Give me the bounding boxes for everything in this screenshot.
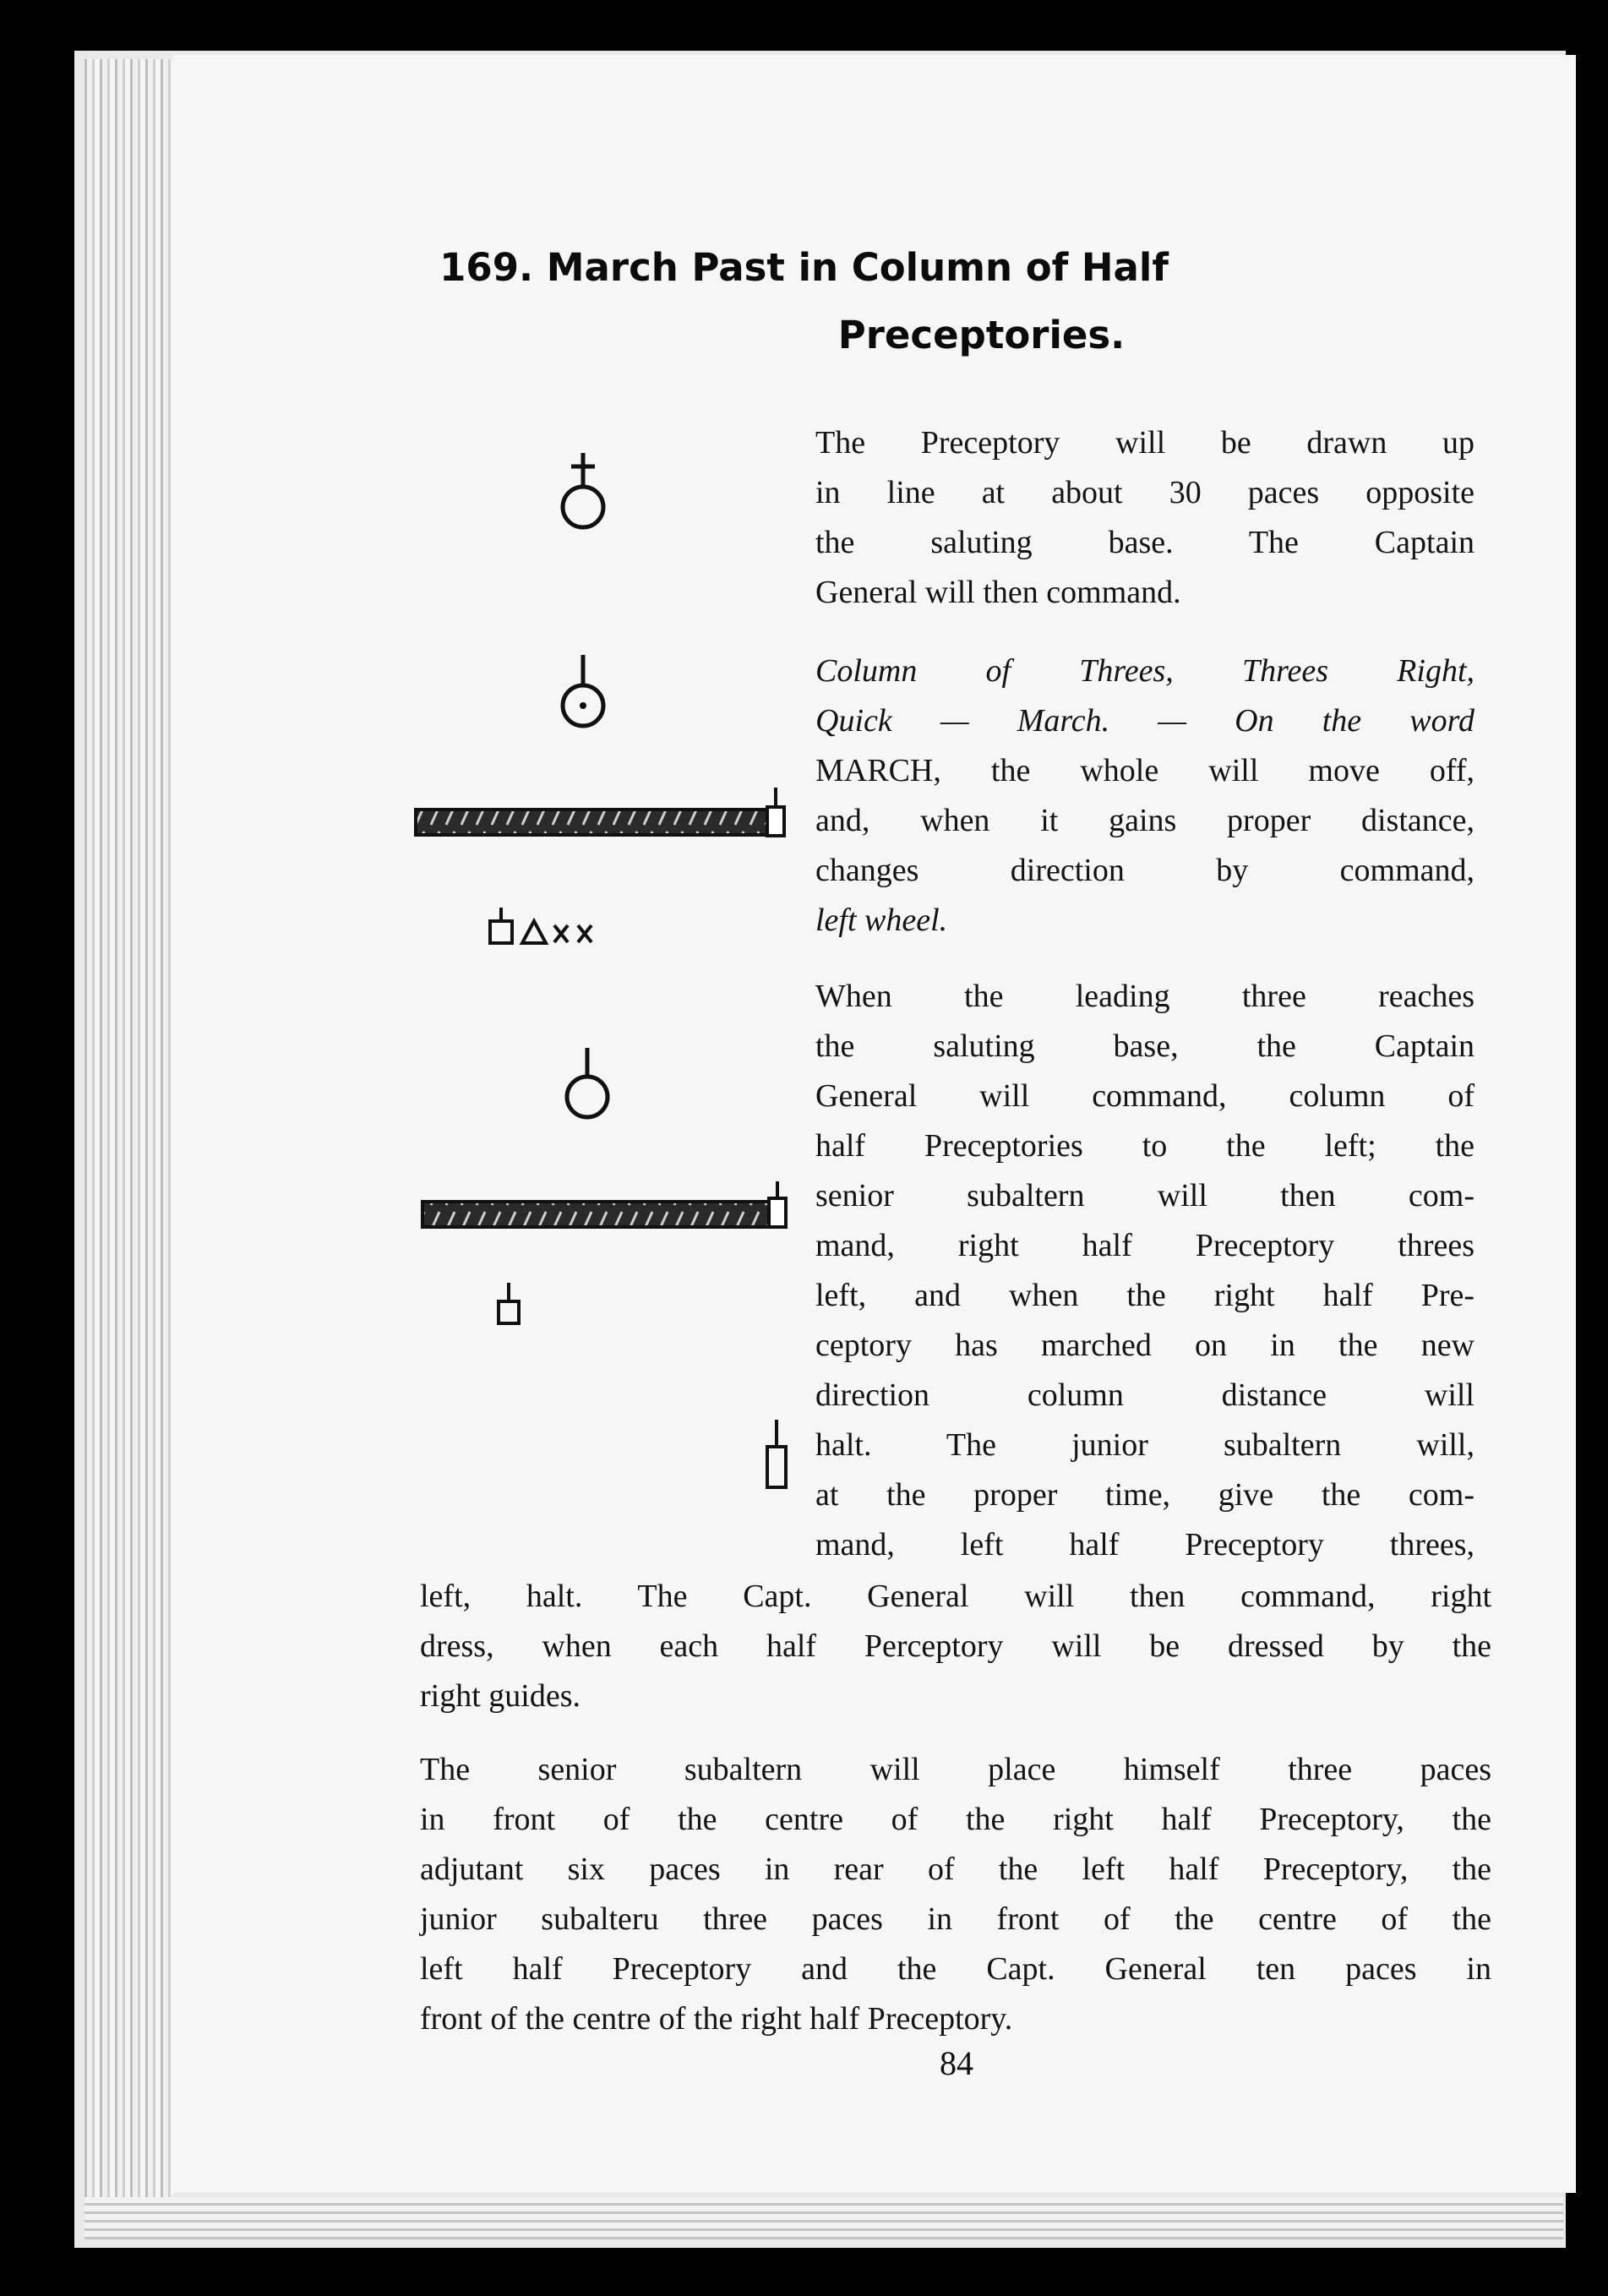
paragraph-command: [815, 646, 1474, 946]
preceptory-line-symbol: [416, 788, 784, 836]
text-line: Quick — March. — On the word: [815, 703, 1474, 739]
text-line: in front of the centre of the right half Preceptory, the: [420, 1802, 1491, 1837]
text-line: right guides.: [420, 1678, 581, 1714]
paragraph-column-half: [815, 972, 1474, 1570]
text-line: half Preceptories to the left; the: [815, 1128, 1474, 1164]
text-line: Column of Threes, Threes Right,: [815, 653, 1474, 689]
text-line: left, halt. The Capt. General will then command, right: [420, 1579, 1491, 1614]
paragraph-officer-positions: [420, 1745, 1491, 2044]
text-line: The Preceptory will be drawn up: [815, 425, 1474, 461]
text-line: the saluting base, the Captain: [815, 1028, 1474, 1064]
page-edge-bottom: [84, 2197, 1563, 2239]
text-line: left half Preceptory and the Capt. General ten paces in: [420, 1951, 1491, 1987]
text-line: junior subalteru three paces in front of the centre of the: [420, 1901, 1491, 1937]
text-line: General will command, column of: [815, 1078, 1474, 1114]
text-line: the saluting base. The Captain: [815, 525, 1474, 560]
text-line: and, when it gains proper distance,: [815, 803, 1474, 838]
officer-marker-symbols: [490, 908, 591, 943]
text-line: at the proper time, give the com-: [815, 1477, 1474, 1513]
junior-subaltern-symbol: [767, 1420, 786, 1487]
text-line: direction column distance will: [815, 1377, 1474, 1413]
text-line: ceptory has marched on in the new: [815, 1328, 1474, 1363]
page-number: 84: [940, 2044, 973, 2082]
page-edge-stack: [84, 59, 173, 2222]
text-line: in line at about 30 paces opposite: [815, 475, 1474, 510]
subaltern-symbol: [499, 1283, 519, 1323]
text-line: The senior subaltern will place himself three paces: [420, 1752, 1491, 1787]
text-line: adjutant six paces in rear of the left half Preceptory, the: [420, 1852, 1491, 1887]
saluting-base-symbol: [563, 655, 603, 726]
text-line: left, and when the right half Pre-: [815, 1278, 1474, 1313]
text-line: left wheel.: [815, 903, 948, 938]
text-line: front of the centre of the right half Preceptory.: [420, 2001, 1013, 2037]
text-line: halt. The junior subaltern will,: [815, 1427, 1474, 1463]
text-line: mand, left half Preceptory threes,: [815, 1527, 1474, 1562]
formation-diagram: [397, 423, 803, 1521]
officer-circle-symbol: [567, 1048, 608, 1117]
text-line: General will then command.: [815, 575, 1181, 610]
formation-diagram-svg: [397, 423, 803, 1521]
paragraph-column-half-continued: [420, 1572, 1491, 1721]
text-line: mand, right half Preceptory threes: [815, 1228, 1474, 1263]
text-line: MARCH, the whole will move off,: [815, 753, 1474, 788]
half-preceptory-line-symbol: [422, 1181, 786, 1227]
text-line: When the leading three reaches: [815, 979, 1474, 1014]
text-line: senior subaltern will then com-: [815, 1178, 1474, 1213]
text-line: changes direction by command,: [815, 853, 1474, 888]
section-title: 169. March Past in Column of Half: [439, 245, 1169, 290]
text-line: dress, when each half Perceptory will be dressed by the: [420, 1628, 1491, 1664]
section-title-continued: Preceptories.: [837, 313, 1126, 357]
paragraph-formation: [815, 418, 1474, 618]
captain-general-symbol: [563, 453, 603, 527]
